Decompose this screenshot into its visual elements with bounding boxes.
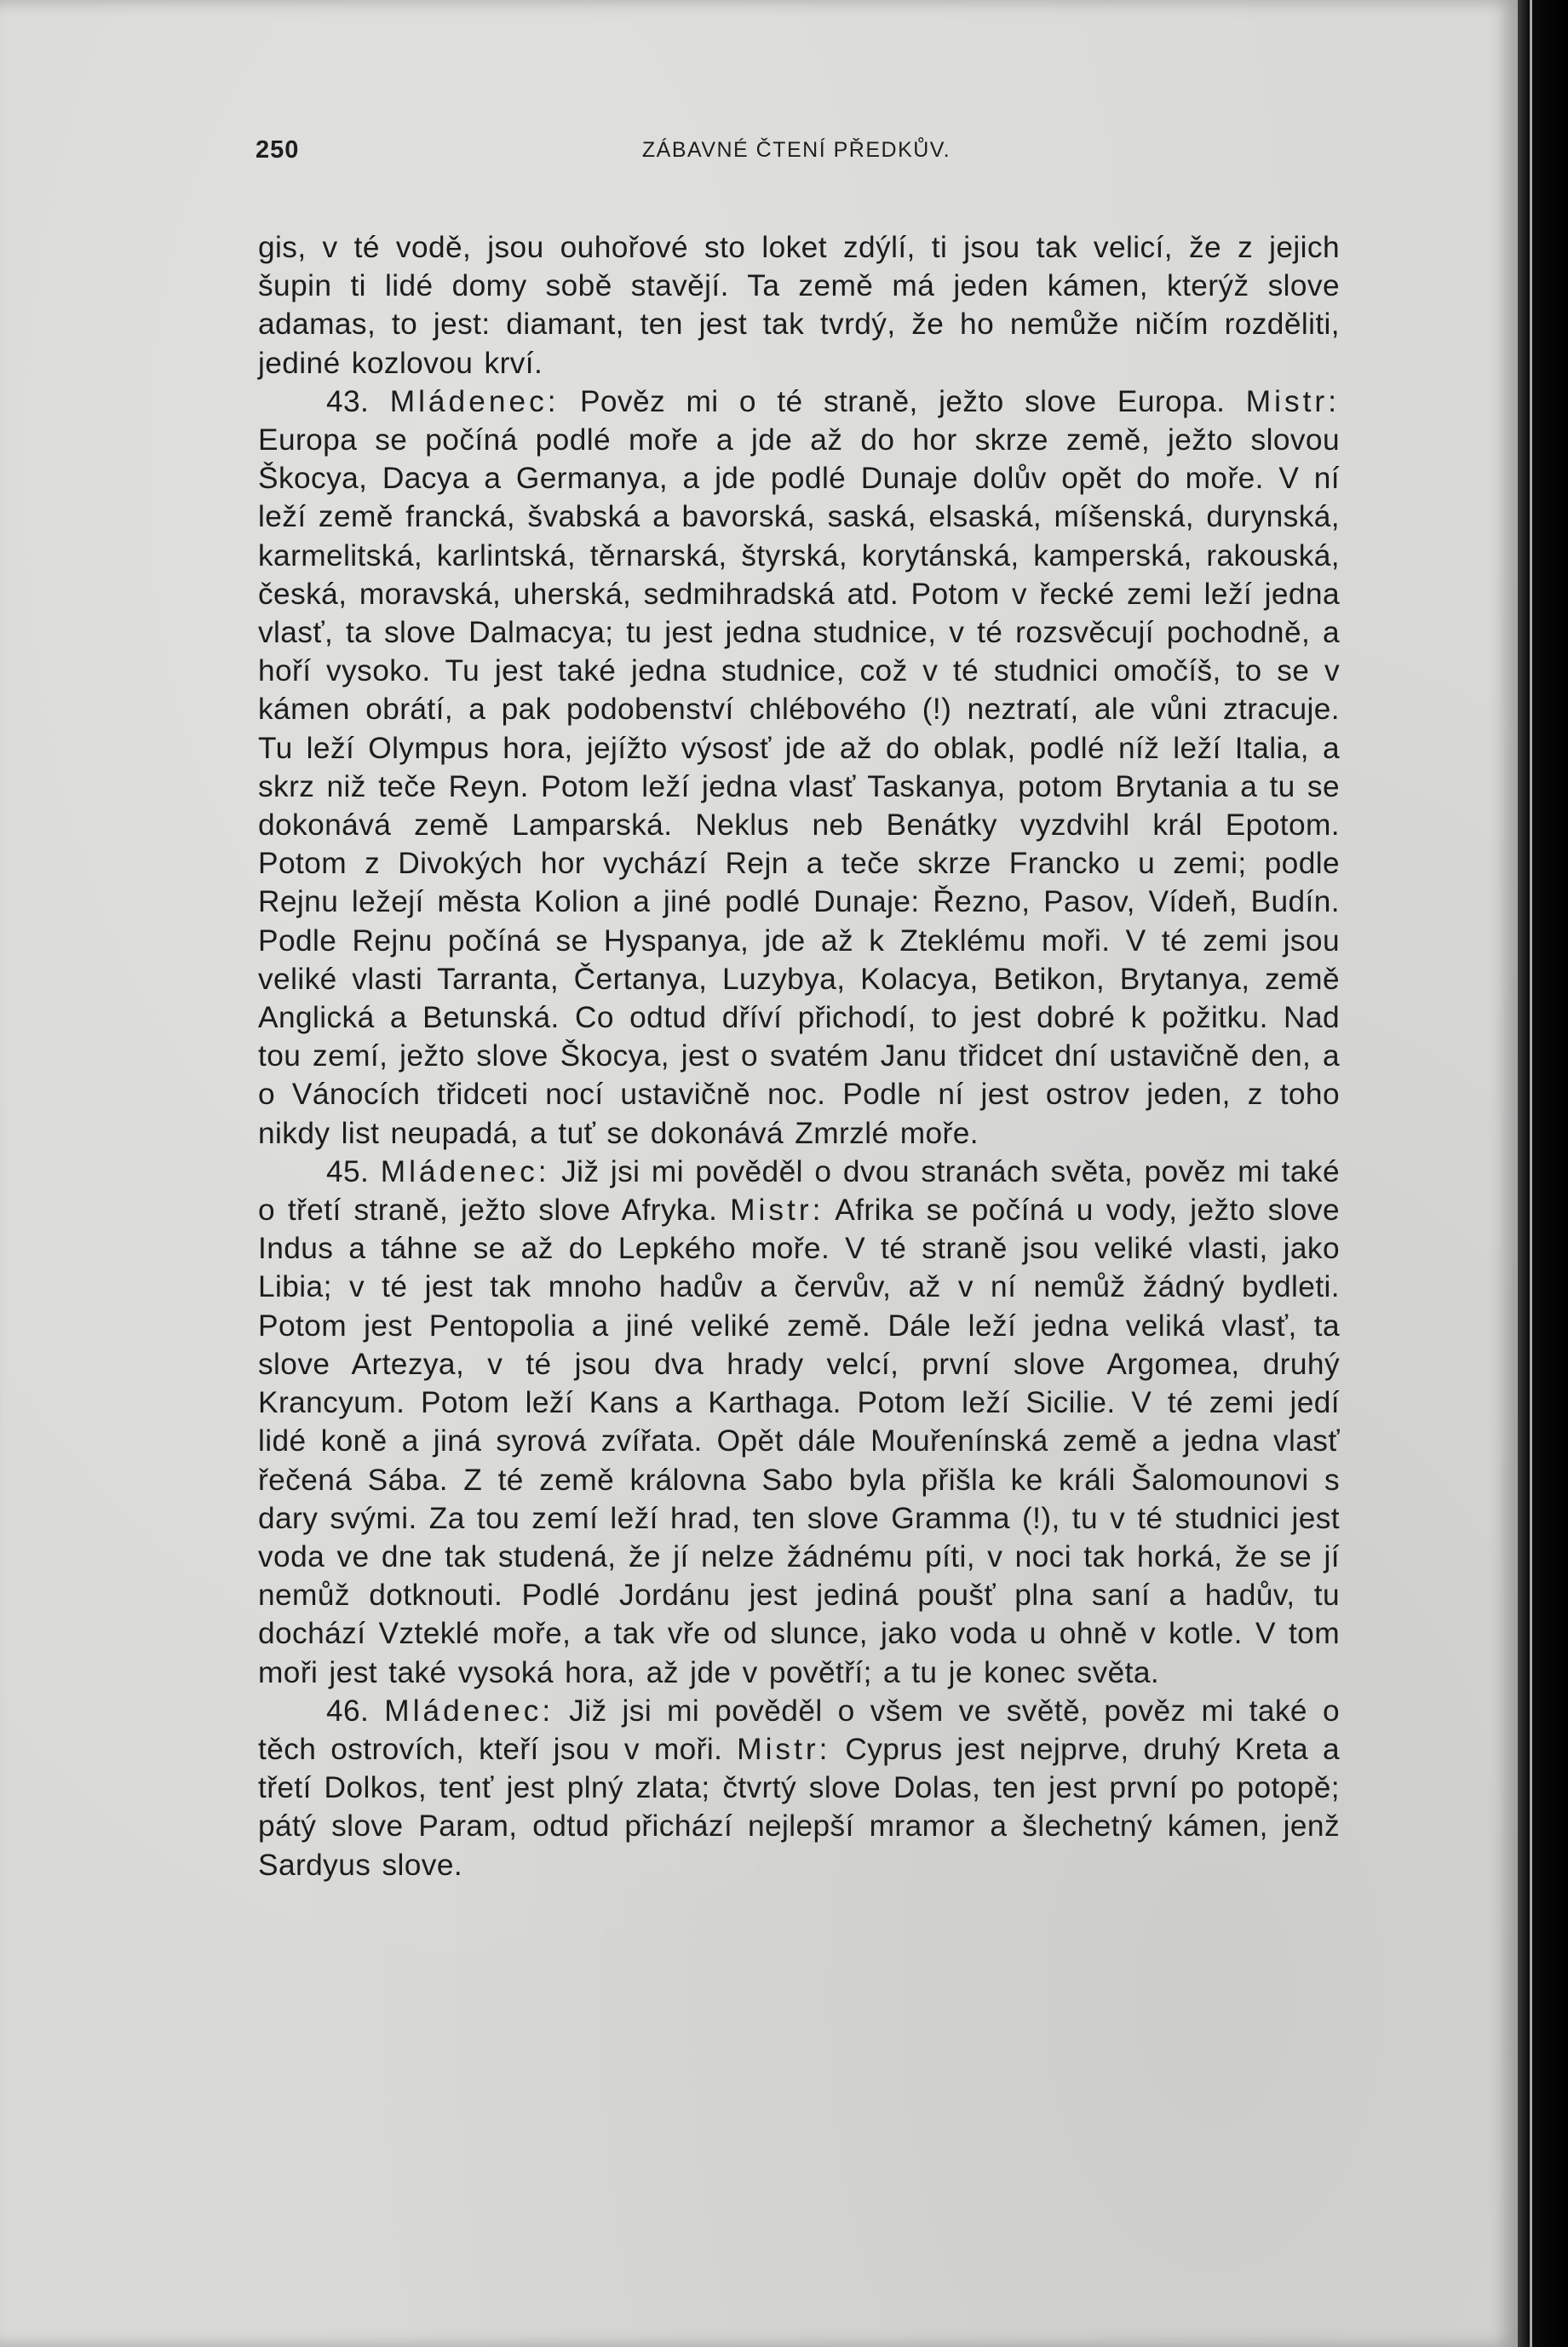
text-run: 46. bbox=[326, 1694, 385, 1728]
text-run: gis, v té vodě, jsou ouhořové sto loket zdýlí, ti jsou tak velicí, že z jejich šupin ti lidé domy sobě stavějí. Ta země má jeden kámen, kterýž slove adamas, to jest: diamant, ten jest tak tvrdý, že ho nemůže ničím rozděliti, jediné kozlovou krví. bbox=[258, 231, 1340, 380]
scan-edge bbox=[1518, 0, 1568, 2347]
paragraph bbox=[258, 1153, 1340, 1692]
text-run: 43. bbox=[326, 384, 390, 418]
running-head: ZÁBAVNÉ ČTENÍ PŘEDKŮV. bbox=[641, 138, 951, 162]
text-run: 45. bbox=[326, 1154, 381, 1188]
text-run: Pověz mi o té straně, ježto slove Europa. bbox=[559, 384, 1246, 418]
text-run: Europa se počíná podlé moře a jde až do hor skrze země, ježto slovou Škocya, Dacya a Germanya, a jde podlé Dunaje dolův opět do moře. V ní leží země francká, švabská a bavorská, saská, elsaská, míšenská, durynská, karmelitská, karlintská, těrnarská, štyrská, korytánská, kamperská, rakouská, česká, moravská, uherská, sedmihradská atd. Potom v řecké zemi leží jedna vlasť, ta slove Dalmacya; tu jest jedna studnice, v té rozsvěcují pochodně, a hoří vysoko. Tu jest také jedna studnice, což v té studnici omočíš, to se v kámen obrátí, a pak podobenství chlébového (!) neztratí, ale vůni ztracuje. Tu leží Olympus hora, jejížto výsosť jde až do oblak, podlé níž leží Italia, a skrz niž teče Reyn. Potom leží jedna vlasť Taskanya, potom Brytania a tu se dokonává země Lamparská. Neklus neb Benátky vyzdvihl král Epotom. Potom z Divokých hor vychází Rejn a teče skrze Francko u zemi; podle Rejnu ležejí města Kolion a jiné podlé Dunaje: Řezno, Pasov, Vídeň, Budín. Podle Rejnu počíná se Hyspanya, jde až k Zteklému moři. V té zemi jsou veliké vlasti Tarranta, Čertanya, Luzybya, Kolacya, Betikon, Brytanya, země Anglická a Betunská. Co odtud dříví přichodí, to jest dobré k požitku. Nad tou zemí, ježto slove Škocya, jest o svatém Janu třidcet dní ustavičně den, a o Vánocích třidceti nocí ustavičně noc. Podle ní jest ostrov jeden, z toho nikdy list neupadá, a tuť se dokonává Zmrzlé moře. bbox=[258, 423, 1340, 1150]
page-number: 250 bbox=[256, 136, 300, 164]
speaker-label: Mládenec: bbox=[384, 1694, 554, 1728]
paragraph bbox=[258, 383, 1340, 1153]
text-run: Již jsi mi pověděl o dvou stranách světa, pověz mi také o třetí straně, ježto slove Afryka. bbox=[258, 1154, 1341, 1228]
paragraph bbox=[258, 228, 1340, 383]
scan-edge-line bbox=[1530, 0, 1532, 2347]
text-run: Již jsi mi pověděl o všem ve světě, pověz mi také o těch ostrovích, kteří jsou v moři. bbox=[258, 1694, 1340, 1766]
text-run: Cyprus jest nejprve, druhý Kreta a třetí Dolkos, tenť jest plný zlata; čtvrtý slove Dolas, ten jest první po potopě; pátý slove Param, odtud přichází nejlepší mramor a šlechetný kámen, jenž Sardyus slove. bbox=[258, 1732, 1340, 1882]
text-run: Afrika se počíná u vody, ježto slove Indus a táhne se až do Lepkého moře. V té straně jsou veliké vlasti, jako Libia; v té jest tak mnoho hadův a červův, až v ní nemůž žádný bydleti. Potom jest Pentopolia a jiné veliké země. Dále leží jedna veliká vlasť, ta slove Artezya, v té jsou dva hrady velcí, první slove Argomea, druhý Krancyum. Potom leží Kans a Karthaga. Potom leží Sicilie. V té zemi jedí lidé koně a jiná syrová zvířata. Opět dále Mouřenínská země a jedna vlasť řečená Sába. Z té země královna Sabo byla přišla ke králi Šalomounovi s dary svými. Za tou zemí leží hrad, ten slove Gramma (!), tu v té studnici jest voda ve dne tak studená, že jí nelze žádnému píti, v noci tak horká, že se jí nemůž dotknouti. Podlé Jordánu jest jediná poušť plna saní a hadův, tu dochází Vzteklé moře, a tak vře od slunce, jako voda u ohně v kotle. V tom moři jest také vysoká hora, až jde v povětří; a tu je konec světa. bbox=[258, 1194, 1341, 1689]
page-header bbox=[256, 136, 1337, 170]
speaker-label: Mládenec: bbox=[380, 1154, 550, 1188]
speaker-label: Mistr: bbox=[737, 1732, 831, 1766]
speaker-label: Mládenec: bbox=[389, 384, 560, 418]
speaker-label: Mistr: bbox=[1245, 384, 1340, 418]
paragraph bbox=[258, 1692, 1340, 1884]
body-text bbox=[258, 228, 1340, 1884]
speaker-label: Mistr: bbox=[730, 1194, 824, 1228]
